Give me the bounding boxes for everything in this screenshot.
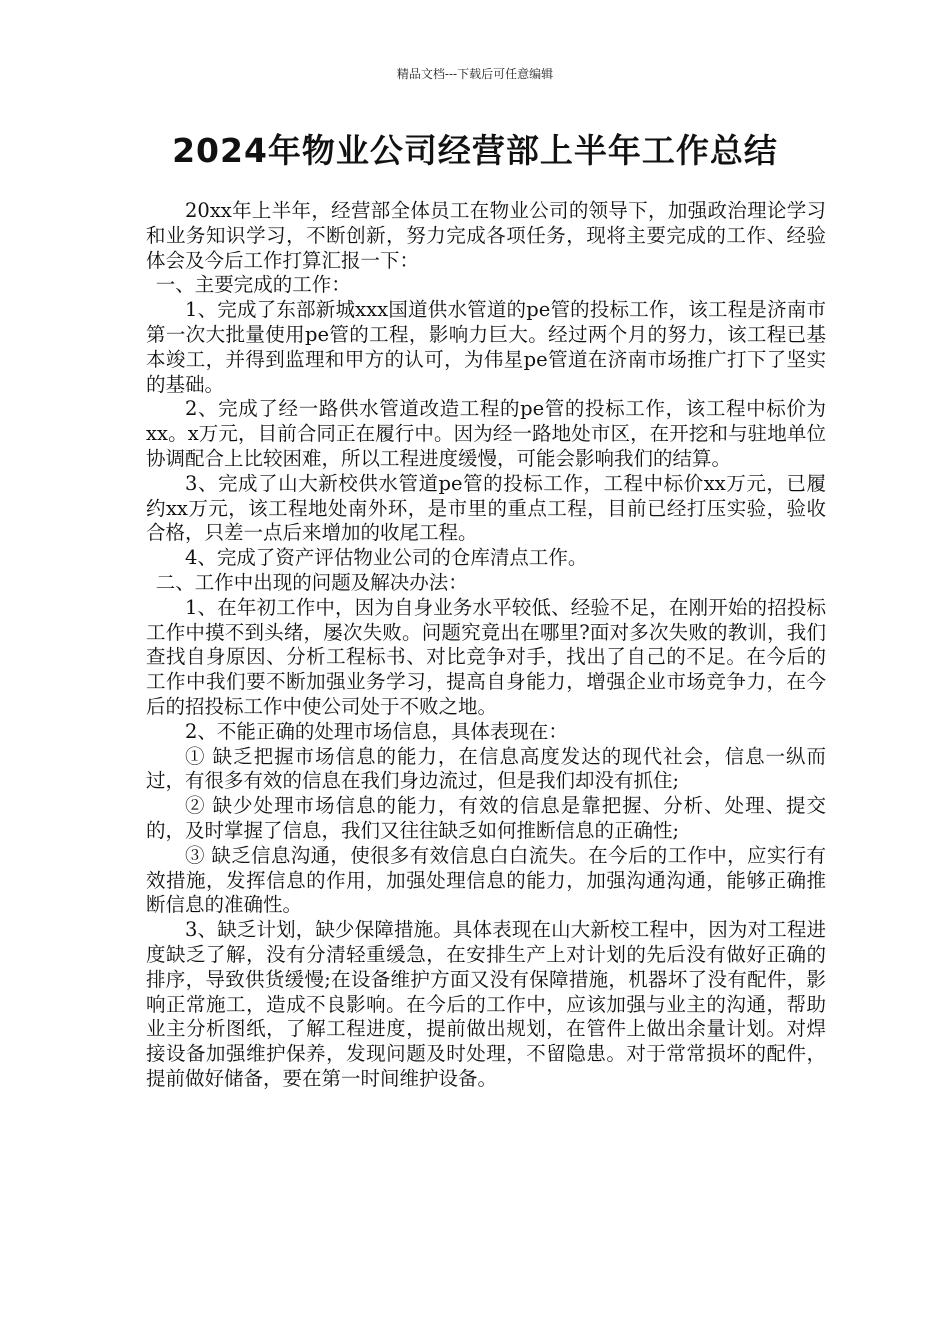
document-body (146, 199, 826, 1092)
body-paragraph: 4、完成了资产评估物业公司的仓库清点工作。 (185, 546, 588, 570)
body-paragraph: 3、缺乏计划，缺少保障措施。具体表现在山大新校工程中，因为对工程进度缺乏了解，没有分清轻重缓急，在安排生产上对计划的先后没有做好正确的排序，导致供货缓慢;在设备维护方面又没有保障措施，机器坏了没有配件，影响正常施工，造成不良影响。在今后的工作中，应该加强与业主的沟通，帮助业主分析图纸，了解工程进度，提前做出规划，在管件上做出余量计划。对焊接设备加强维护保养，发现问题及时处理，不留隐患。对于常常损坏的配件，提前做好储备，要在第一时间维护设备。 (146, 918, 826, 1090)
page-header: 精品文档---下载后可任意编辑 (396, 67, 554, 81)
body-paragraph: 3、完成了山大新校供水管道pe管的投标工作，工程中标价xx万元，已履约xx万元，该工程地处南外环，是市里的重点工程，目前已经打压实验，验收合格，只差一点后来增加的收尾工程。 (146, 471, 826, 545)
body-paragraph: 2、不能正确的处理市场信息，具体表现在： (185, 719, 568, 743)
body-paragraph: 1、在年初工作中，因为自身业务水平较低、经验不足，在刚开始的招投标工作中摸不到头绪，屡次失败。问题究竟出在哪里?面对多次失败的教训，我们查找自身原因、分析工程标书、对比竞争对手，找出了自己的不足。在今后的工作中我们要不断加强业务学习，提高自身能力，增强企业市场竞争力，在今后的招投标工作中使公司处于不败之地。 (146, 595, 826, 718)
body-paragraph: 2、完成了经一路供水管道改造工程的pe管的投标工作，该工程中标价为xx。x万元，目前合同正在履行中。因为经一路地处市区，在开挖和与驻地单位协调配合上比较困难，所以工程进度缓慢，可能会影响我们的结算。 (146, 397, 826, 470)
body-paragraph: ② 缺少处理市场信息的能力，有效的信息是靠把握、分析、处理、提交的，及时掌握了信息，我们又往往缺乏如何推断信息的正确性; (146, 794, 826, 842)
body-paragraph: ③ 缺乏信息沟通，使很多有效信息白白流失。在今后的工作中，应实行有效措施，发挥信息的作用，加强处理信息的能力，加强沟通沟通，能够正确推断信息的准确性。 (146, 843, 826, 917)
document-title: 2024年物业公司经营部上半年工作总结 (172, 131, 778, 170)
section-heading-completed-work: 一、主要完成的工作： (155, 273, 351, 297)
body-paragraph: ① 缺乏把握市场信息的能力，在信息高度发达的现代社会，信息一纵而过，有很多有效的信息在我们身边流过，但是我们却没有抓住; (146, 744, 826, 793)
intro-paragraph: 20xx年上半年，经营部全体员工在物业公司的领导下，加强政治理论学习和业务知识学习，不断创新，努力完成各项任务，现将主要完成的工作、经验体会及今后工作打算汇报一下： (146, 199, 826, 272)
body-paragraph: 1、完成了东部新城xxx国道供水管道的pe管的投标工作，该工程是济南市第一次大批量使用pe管的工程，影响力巨大。经过两个月的努力，该工程已基本竣工，并得到监理和甲方的认可，为伟星pe管道在济南市场推广打下了坚实的基础。 (146, 298, 826, 396)
section-heading-problems: 二、工作中出现的问题及解决办法： (155, 570, 468, 594)
